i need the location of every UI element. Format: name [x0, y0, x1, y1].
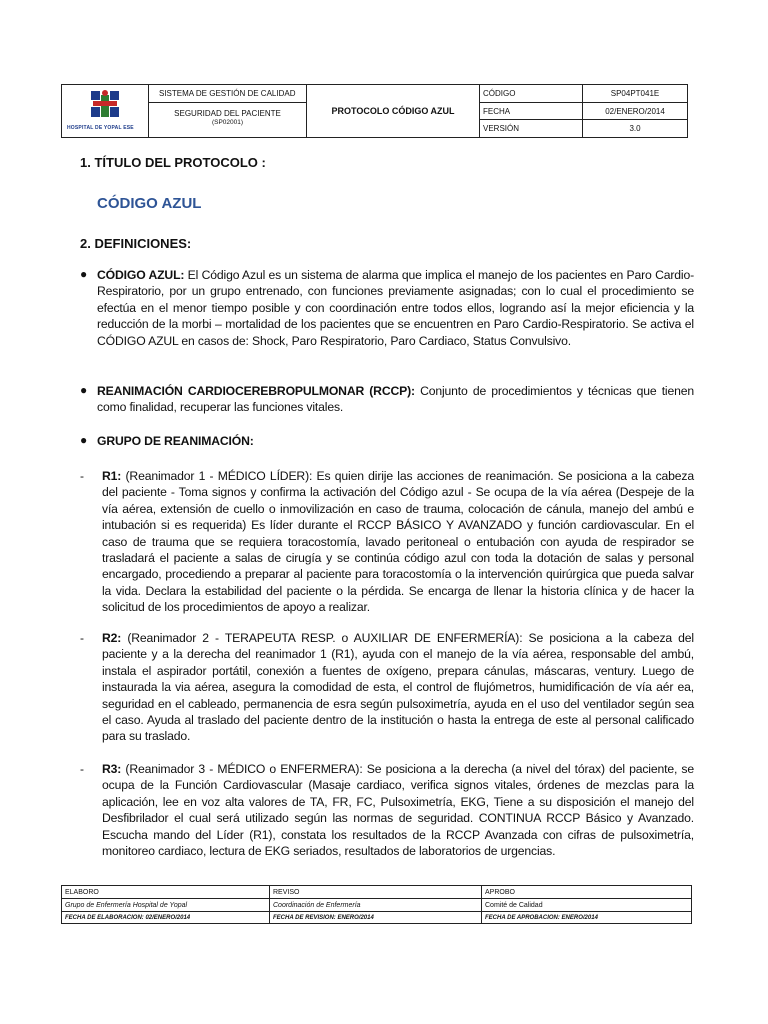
fecha-label: FECHA [483, 106, 511, 116]
elaboro-value: Grupo de Enfermería Hospital de Yopal [65, 901, 188, 909]
area-code: (SP02001) [211, 119, 244, 126]
version-label: VERSIÓN [483, 124, 520, 133]
version-value: 3.0 [629, 124, 641, 133]
role-text: (Reanimador 1 - MÉDICO LÍDER): Es quien dirije las acciones de reanimación. Se posiciona a la cabeza del paciente - Toma signos y confirma la activación del Código azul - Se ocupa de la vía aérea (Despeje de la vía aérea, extensión de cuello o inmovilización en caso de trauma, colocación de cánula, manejo del ambú e intubación si es requerida) Es líder durante el RCCP BÁSICO Y AVANZADO y función cardiovascular. En el caso de trauma que se requiera toracostomía, lavado peritoneal o entubación con ayuda de respirador se trasladará el paciente a salas de cirugía y se continúa código azul con toda la dotación de salas y personal encargado, procediendo a preparar al paciente para toracostomía o la intervención quirúrgica que pueda salvar la vida. Declara la estabilidad del paciente o la pérdida. Se encarga de llenar la historia clínica y de hacer la solicitud de los procedimientos de apoyo a realizar. [102, 469, 694, 615]
definition-term: REANIMACIÓN CARDIOCEREBROPULMONAR (RCCP): [97, 384, 415, 398]
bullet-icon: ● [80, 383, 88, 397]
reviso-value: Coordinación de Enfermería [269, 899, 481, 911]
protocol-main-title: CÓDIGO AZUL [97, 195, 202, 212]
logo-wordmark: HOSPITAL DE YOPAL ESE [67, 125, 134, 131]
hospital-logo [62, 85, 148, 137]
role-r2 [102, 630, 694, 745]
role-text: (Reanimador 3 - MÉDICO o ENFERMERA): Se posiciona a la derecha (a nivel del tórax) del paciente, se ocupa de la Función Cardiovascular (Masaje cardiaco, verifica signos vitales, órdenes de mezclas para la aplicación, lee en voz alta valores de TA, FR, FC, Pulsoximetría, EKG, Tiene a su disposición el manejo del Desfibrilador el cual será utilizado según las normas de seguridad. CONTINUA RCCP Básico y Avanzado. Escucha mando del Líder (R1), constata los resultados de la RCCP Avanzada con cifras de pulsoximetría, monitoreo cardiaco, lectura de EKG seriados, resultados de laboratorios de urgencias. [102, 762, 694, 859]
aprobo-label: APROBO [481, 886, 691, 898]
codigo-value: SP04PT041E [610, 89, 660, 98]
definition-grupo [97, 433, 694, 449]
area-block [149, 103, 306, 137]
dash-marker: - [80, 762, 84, 776]
section-2-heading: 2. DEFINICIONES: [80, 236, 192, 251]
fecha-value: 02/ENERO/2014 [605, 106, 665, 116]
dash-marker: - [80, 469, 84, 483]
elaboro-label: ELABORO [65, 888, 99, 896]
area-label: SEGURIDAD DEL PACIENTE [174, 109, 281, 118]
role-label: R2: [102, 631, 122, 645]
fecha-revision: FECHA DE REVISION: ENERO/2014 [269, 912, 481, 924]
definition-term: GRUPO DE REANIMACIÓN: [97, 434, 254, 448]
definition-term: CÓDIGO AZUL: [97, 268, 185, 282]
dash-marker: - [80, 631, 84, 645]
fecha-elaboracion: FECHA DE ELABORACION: 02/ENERO/2014 [65, 915, 191, 921]
definition-rccp [97, 383, 694, 416]
role-r3 [102, 761, 694, 859]
codigo-label: CÓDIGO [483, 89, 516, 98]
fecha-aprobacion: FECHA DE APROBACION: ENERO/2014 [481, 912, 691, 924]
role-label: R3: [102, 762, 122, 776]
quality-system-label: SISTEMA DE GESTIÓN DE CALIDAD [159, 89, 296, 98]
protocol-title: PROTOCOLO CÓDIGO AZUL [331, 106, 455, 116]
definition-text: Conjunto de procedimientos y técnicas que tienen como finalidad, recuperar las funciones vitales. [97, 384, 695, 415]
definition-codigo-azul [97, 267, 694, 349]
reviso-label: REVISO [269, 886, 481, 898]
role-text: (Reanimador 2 - TERAPEUTA RESP. o AUXILIAR DE ENFERMERÍA): Se posiciona a la cabeza del paciente y a la derecha del reanimador 1 (R1), ayuda con el manejo de la vía aérea, responsable del ambú, instala el aspirador portátil, conexión a fuentes de oxígeno, prepara cánulas, máscaras, ventury. Luego de instaurada la via aérea, asegura la comodidad de esta, el control de flujómetros, humidificación de vía aér ea, seguridad en el cableado, permanencia de esra según pulsoximetría, ayuda en el uso del ventilador según sea el caso. Ayuda al traslado del paciente dentro de la institución o hasta la entrega de este al personal calificado para su traslado. [102, 631, 694, 744]
role-label: R1: [102, 469, 122, 483]
document-header-table [61, 84, 688, 138]
role-r1 [102, 468, 694, 616]
document-footer-table [61, 885, 692, 924]
section-1-heading: 1. TÍTULO DEL PROTOCOLO : [80, 155, 266, 170]
bullet-icon: ● [80, 267, 88, 281]
bullet-icon: ● [80, 433, 88, 447]
definition-text: El Código Azul es un sistema de alarma que implica el manejo de los pacientes en Paro Cardio-Respiratorio, por un grupo entrenado, con funciones previamente asignadas; con lo cual el procedimiento se efectúa en el menor tiempo posible y con coordinación entre todos ellos, logrando así la mejor eficiencia y la reducción de la morbi – mortalidad de los pacientes que se encuentren en Paro Cardio-Respiratorio. Se activa el CÓDIGO AZUL en casos de: Shock, Paro Respiratorio, Paro Cardiaco, Status Convulsivo. [97, 268, 694, 348]
aprobo-value: Comité de Calidad [481, 899, 691, 911]
